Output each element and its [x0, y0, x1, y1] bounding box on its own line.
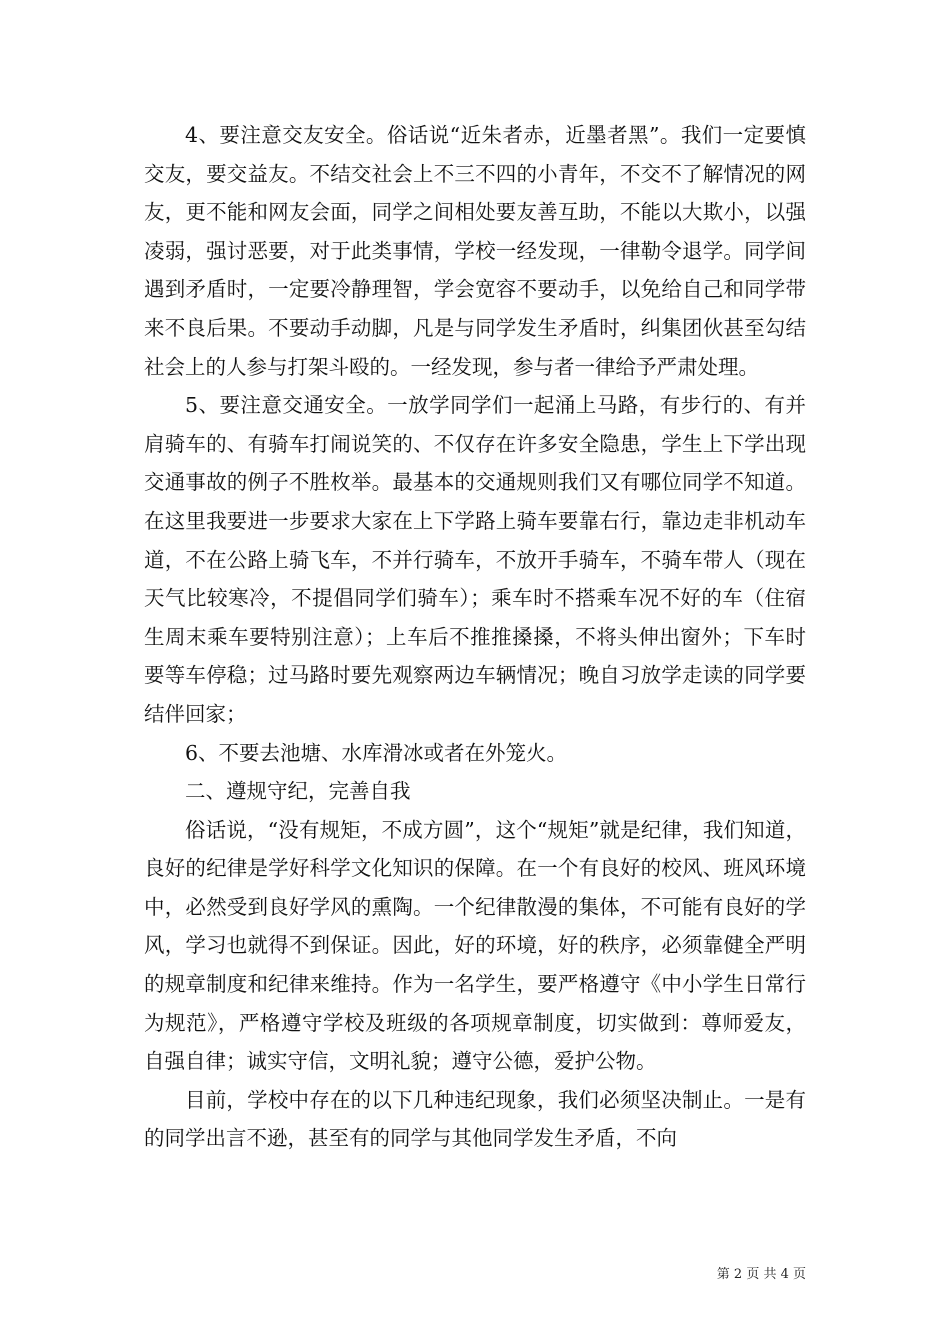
- paragraph-traffic-safety: 5、要注意交通安全。一放学同学们一起涌上马路，有步行的、有并肩骑车的、有骑车打闹说笑的、不仅存在许多安全隐患，学生上下学出现交通事故的例子不胜枚举。最基本的交通规则我们又有哪位同学不知道。在这里我要进一步要求大家在上下学路上骑车要靠右行，靠边走非机动车道，不在公路上骑飞车，不并行骑车，不放开手骑车，不骑车带人（现在天气比较寒冷，不提倡同学们骑车）；乘车时不搭乘车况不好的车（住宿生周末乘车要特别注意）；上车后不推推搡搡，不将头伸出窗外；下车时要等车停稳；过马路时要先观察两边车辆情况；晚自习放学走读的同学要结伴回家；: [144, 393, 806, 726]
- paragraph-rules-discipline: 俗话说，“没有规矩，不成方圆”，这个“规矩”就是纪律，我们知道，良好的纪律是学好科学文化知识的保障。在一个有良好的校风、班风环境中，必然受到良好学风的熏陶。一个纪律散漫的集体，不可能有良好的学风，学习也就得不到保证。因此，好的环境，好的秩序，必须靠健全严明的规章制度和纪律来维持。作为一名学生，要严格遵守《中小学生日常行为规范》，严格遵守学校及班级的各项规章制度，切实做到：尊师爱友，自强自律；诚实守信，文明礼貌；遵守公德，爱护公物。: [144, 817, 806, 1074]
- section-heading-discipline: 二、遵规守纪，完善自我: [185, 779, 411, 804]
- document-body: [144, 116, 806, 1158]
- page-number-footer: 第 2 页 共 4 页: [716, 1267, 806, 1282]
- paragraph-current-violations: 目前，学校中存在的以下几种违纪现象，我们必须坚决制止。一是有的同学出言不逊，甚至有的同学与其他同学发生矛盾，不向: [144, 1087, 806, 1151]
- paragraph-ice-fire-warning: 6、不要去池塘、水库滑冰或者在外笼火。: [185, 740, 568, 765]
- paragraph-friendship-safety: 4、要注意交友安全。俗话说“近朱者赤，近墨者黑”。我们一定要慎交友，要交益友。不结交社会上不三不四的小青年，不交不了解情况的网友，更不能和网友会面，同学之间相处要友善互助，不能以大欺小，以强凌弱，强讨恶要，对于此类事情，学校一经发现，一律勒令退学。同学间遇到矛盾时，一定要冷静理智，学会宽容不要动手，以免给自己和同学带来不良后果。不要动手动脚，凡是与同学发生矛盾时，纠集团伙甚至勾结社会上的人参与打架斗殴的。一经发现，参与者一律给予严肃处理。: [144, 123, 806, 379]
